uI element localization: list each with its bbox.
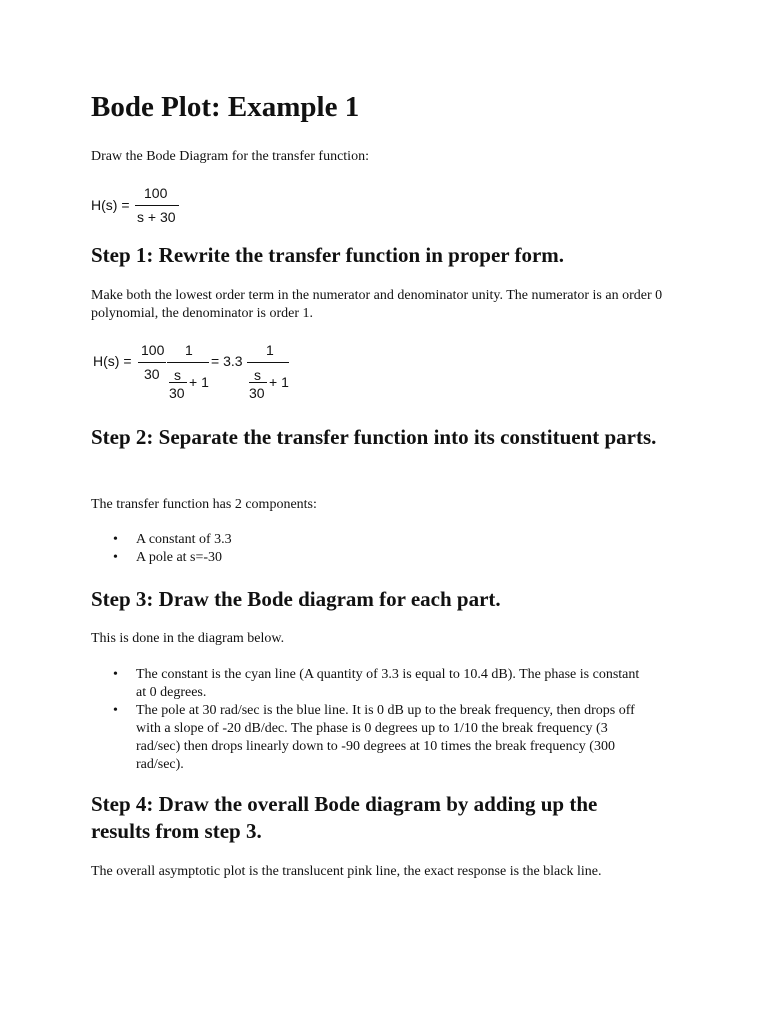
eq2-frac3-num: 1 (266, 342, 274, 358)
eq2-frac3-thirty: 30 (249, 385, 265, 401)
eq2-lhs: H(s) = (93, 353, 132, 369)
eq2-frac2-s: s (174, 367, 181, 383)
bullet-icon: • (113, 703, 118, 718)
step2-bullet-list (91, 531, 651, 567)
list-item-text: A pole at s=-30 (136, 550, 223, 565)
eq2-frac1-num: 100 (141, 342, 165, 358)
step3-bullet-list (91, 666, 651, 774)
step1-text: Make both the lowest order term in the numerator and denominator unity. The numerator is an order 0 polynomial, the denominator is order 1. (91, 288, 663, 321)
list-item-text: The constant is the cyan line (A quantity of 3.3 is equal to 10.4 dB). The phase is constant at 0 degrees. (136, 667, 640, 700)
bullet-icon: • (113, 532, 118, 547)
eq2-frac2-bar (167, 362, 209, 363)
list-item (91, 531, 651, 549)
step4-text: The overall asymptotic plot is the translucent pink line, the exact response is the black line. (91, 864, 602, 879)
eq1-numerator: 100 (144, 185, 168, 201)
eq2-frac1-bar (138, 362, 166, 363)
step4-heading: Step 4: Draw the overall Bode diagram by adding up the results from step 3. (91, 792, 598, 843)
list-item (91, 702, 651, 774)
intro-text: Draw the Bode Diagram for the transfer function: (91, 149, 369, 164)
list-item (91, 549, 651, 567)
eq2-frac3-inner-bar (249, 382, 267, 383)
eq2-frac3-s: s (254, 367, 261, 383)
eq1-fraction-bar (135, 205, 179, 206)
list-item (91, 666, 651, 702)
transfer-function-equation (91, 184, 291, 228)
step3-text: This is done in the diagram below. (91, 631, 285, 646)
eq2-frac2-num: 1 (185, 342, 193, 358)
bullet-icon: • (113, 550, 118, 565)
eq2-frac2-inner-bar (169, 382, 187, 383)
eq2-frac3-bar (247, 362, 289, 363)
eq2-frac1-den: 30 (144, 366, 160, 382)
step2-heading: Step 2: Separate the transfer function into its constituent parts. (91, 425, 657, 449)
proper-form-equation (91, 342, 331, 404)
list-item-text: The pole at 30 rad/sec is the blue line. It is 0 dB up to the break frequency, then drops off with a slope of -20 dB/dec. The phase is 0 degrees up to 1/10 the break frequency (3 rad/sec) then drops linearly down to -90 degrees at 10 times the break frequency (300 rad/sec). (136, 703, 635, 772)
bullet-icon: • (113, 667, 118, 682)
eq2-constant: = 3.3 (211, 353, 243, 369)
eq2-frac2-plus1: + 1 (189, 374, 209, 390)
step2-text: The transfer function has 2 components: (91, 497, 317, 512)
step3-heading: Step 3: Draw the Bode diagram for each part. (91, 587, 501, 611)
page-title: Bode Plot: Example 1 (91, 91, 360, 123)
eq2-frac2-thirty: 30 (169, 385, 185, 401)
eq2-frac3-plus1: + 1 (269, 374, 289, 390)
list-item-text: A constant of 3.3 (136, 532, 232, 547)
eq1-lhs: H(s) = (91, 197, 130, 213)
eq1-denominator: s + 30 (137, 209, 176, 225)
step1-heading: Step 1: Rewrite the transfer function in proper form. (91, 243, 565, 267)
